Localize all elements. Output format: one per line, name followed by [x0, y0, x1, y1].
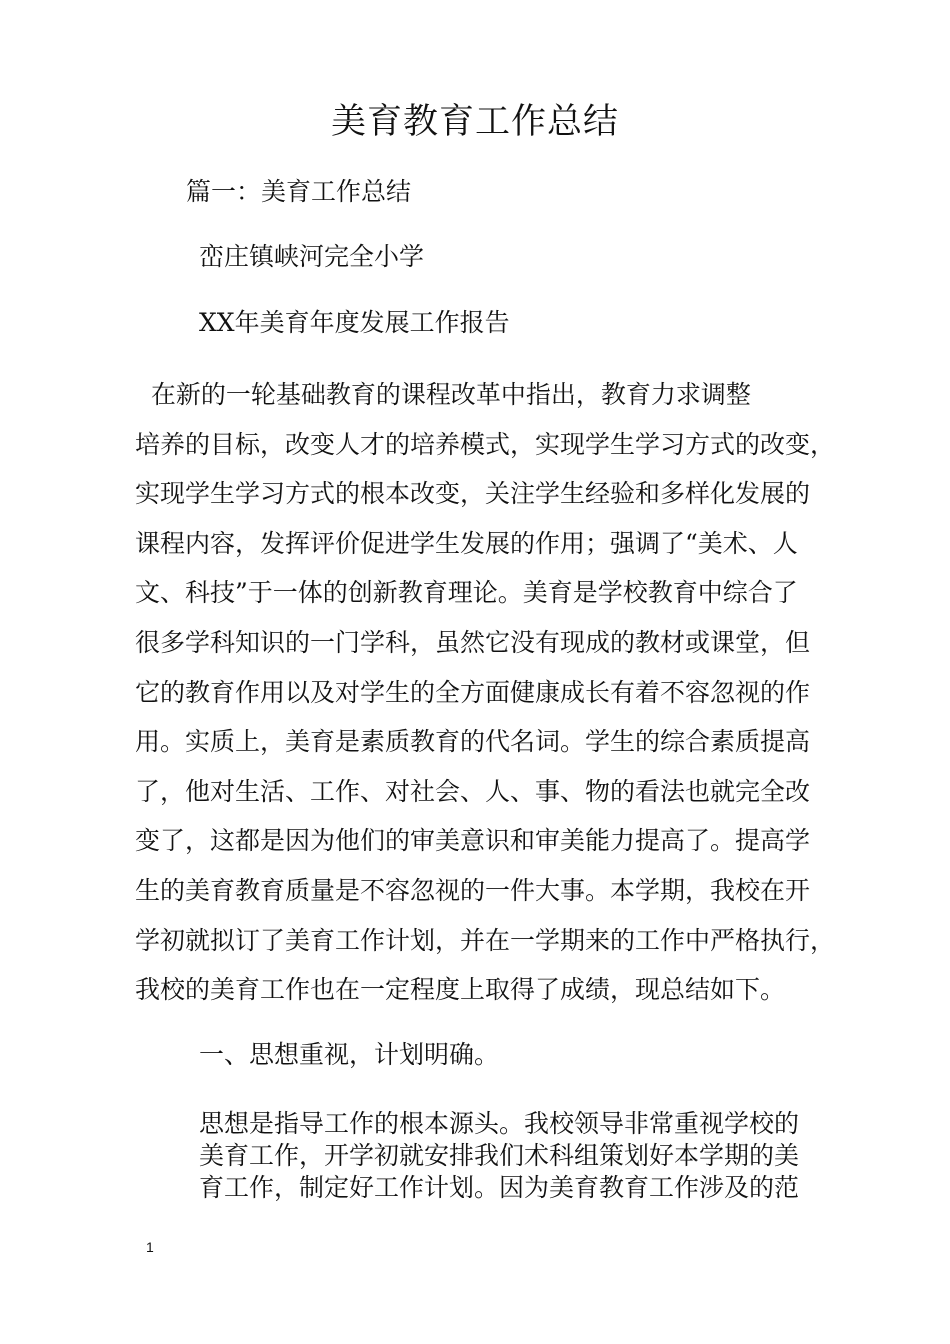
paragraph-line: 了，他对生活、工作、对社会、人、事、物的看法也就完全改: [135, 776, 811, 806]
paragraph-line: 变了，这都是因为他们的审美意识和审美能力提高了。提高学: [135, 826, 811, 856]
paragraph-line: 它的教育作用以及对学生的全方面健康成长有着不容忽视的作: [135, 677, 811, 707]
section-paragraph: [199, 1108, 839, 1204]
intro-paragraph: [135, 370, 835, 1015]
part-heading: 篇一：美育工作总结: [186, 177, 412, 206]
section-heading: 一、思想重视，计划明确。: [199, 1040, 500, 1069]
paragraph-line: 我校的美育工作也在一定程度上取得了成绩，现总结如下。: [135, 975, 786, 1005]
document-title: 美育教育工作总结: [330, 102, 619, 142]
paragraph-line: 培养的目标，改变人才的培养模式，实现学生学习方式的改变，: [135, 429, 836, 459]
paragraph-line: 育工作，制定好工作计划。因为美育教育工作涉及的范: [199, 1173, 800, 1202]
report-title: XX年美育年度发展工作报告: [199, 308, 510, 337]
paragraph-line: 实现学生学习方式的根本改变，关注学生经验和多样化发展的: [135, 479, 811, 509]
paragraph-line: 用。实质上，美育是素质教育的代名词。学生的综合素质提高: [135, 727, 811, 757]
paragraph-line: 在新的一轮基础教育的课程改革中指出，教育力求调整: [135, 380, 751, 409]
paragraph-line: 课程内容，发挥评价促进学生发展的作用；强调了“美术、人: [135, 528, 798, 558]
page-number: 1: [146, 1239, 154, 1255]
paragraph-line: 很多学科知识的一门学科，虽然它没有现成的教材或课堂，但: [135, 627, 811, 657]
school-name: 峦庄镇峡河完全小学: [199, 242, 425, 271]
paragraph-line: 思想是指导工作的根本源头。我校领导非常重视学校的: [199, 1109, 800, 1138]
paragraph-line: 文、科技”于一体的创新教育理论。美育是学校教育中综合了: [135, 578, 798, 608]
paragraph-line: 学初就拟订了美育工作计划，并在一学期来的工作中严格执行，: [135, 925, 836, 955]
paragraph-line: 美育工作，开学初就安排我们术科组策划好本学期的美: [199, 1141, 800, 1170]
paragraph-line: 生的美育教育质量是不容忽视的一件大事。本学期，我校在开: [135, 875, 811, 905]
